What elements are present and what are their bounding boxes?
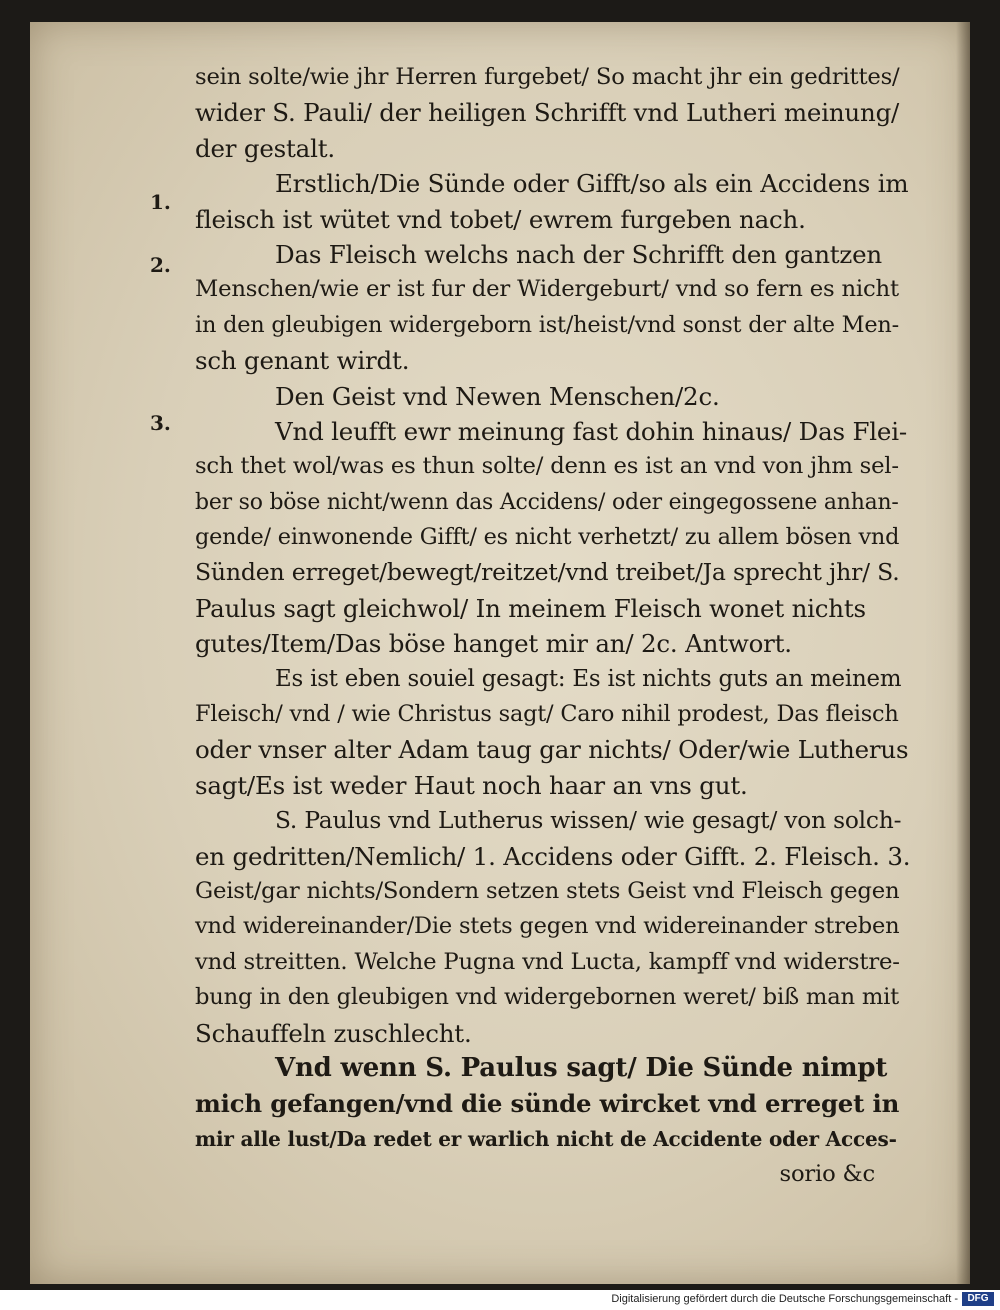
text-line: oder vnser alter Adam taug gar nichts/ Oder/wie Lutherus [195,735,909,765]
text-line: Es ist eben souiel gesagt: Es ist nichts guts an meinem [275,665,902,692]
text-line: Fleisch/ vnd / wie Christus sagt/ Caro nihil prodest, Das fleisch [195,701,899,728]
margin-number-2: 2. [150,253,171,277]
dfg-logo: DFG [962,1292,994,1306]
text-line: fleisch ist wütet vnd tobet/ ewrem furgeben nach. [195,204,806,234]
funding-notice: Digitalisierung gefördert durch die Deutsche Forschungsgemeinschaft - [611,1293,958,1305]
text-line: S. Paulus vnd Lutherus wissen/ wie gesagt/ von solch- [275,807,902,835]
body-text [195,60,915,1193]
text-line: Vnd leufft ewr meinung fast dohin hinaus/ Das Flei- [275,416,907,446]
text-line: Schauffeln zuschlecht. [195,1018,472,1048]
text-line: in den gleubigen widergeborn ist/heist/vnd sonst der alte Men- [195,311,899,338]
text-line: vnd streitten. Welche Pugna vnd Lucta, kampff vnd widerstre- [195,948,900,975]
text-line: sein solte/wie jhr Herren furgebet/ So macht jhr ein gedrittes/ [195,64,900,90]
text-line: bung in den gleubigen vnd widergebornen weret/ biß man mit [195,984,900,1011]
text-line: vnd widereinander/Die stets gegen vnd widereinander streben [195,913,900,940]
text-line: mir alle lust/Da redet er warlich nicht de Accidente oder Acces- [195,1126,897,1151]
catchword: sorio &c [779,1161,875,1188]
margin-number-1: 1. [150,190,171,214]
text-line: Erstlich/Die Sünde oder Gifft/so als ein Accidens im [275,169,909,199]
text-line: sagt/Es ist weder Haut noch haar an vns gut. [195,770,748,800]
footer-bar [0,1290,1000,1310]
margin-number-3: 3. [150,411,171,435]
text-line: ber so böse nicht/wenn das Accidens/ oder eingegossene anhan- [195,489,899,515]
text-line: Menschen/wie er ist fur der Widergeburt/ vnd so fern es nicht [195,276,899,303]
text-line: Paulus sagt gleichwol/ In meinem Fleisch wonet nichts [195,593,866,623]
text-line: Das Fleisch welchs nach der Schrifft den gantzen [275,239,883,269]
text-line: gutes/Item/Das böse hanget mir an/ 2c. Antwort. [195,629,792,659]
text-line: Vnd wenn S. Paulus sagt/ Die Sünde nimpt [275,1052,888,1083]
text-line: gende/ einwonende Gifft/ es nicht verhetzt/ zu allem bösen vnd [195,524,900,551]
text-line: wider S. Pauli/ der heiligen Schrifft vnd Lutheri meinung/ [195,98,900,128]
text-line: sch genant wirdt. [195,346,410,376]
text-line: der gestalt. [195,133,335,163]
text-line: en gedritten/Nemlich/ 1. Accidens oder Gifft. 2. Fleisch. 3. [195,841,911,871]
text-line: sch thet wol/was es thun solte/ denn es ist an vnd von jhm sel- [195,453,899,480]
text-line: Geist/gar nichts/Sondern setzen stets Geist vnd Fleisch gegen [195,877,900,904]
text-line: Sünden erreget/bewegt/reitzet/vnd treibet/Ja sprecht jhr/ S. [195,558,900,587]
text-line: Den Geist vnd Newen Menschen/2c. [275,381,720,411]
text-line: mich gefangen/vnd die sünde wircket vnd erreget in [195,1089,900,1119]
page-edge-shadow [956,22,970,1284]
